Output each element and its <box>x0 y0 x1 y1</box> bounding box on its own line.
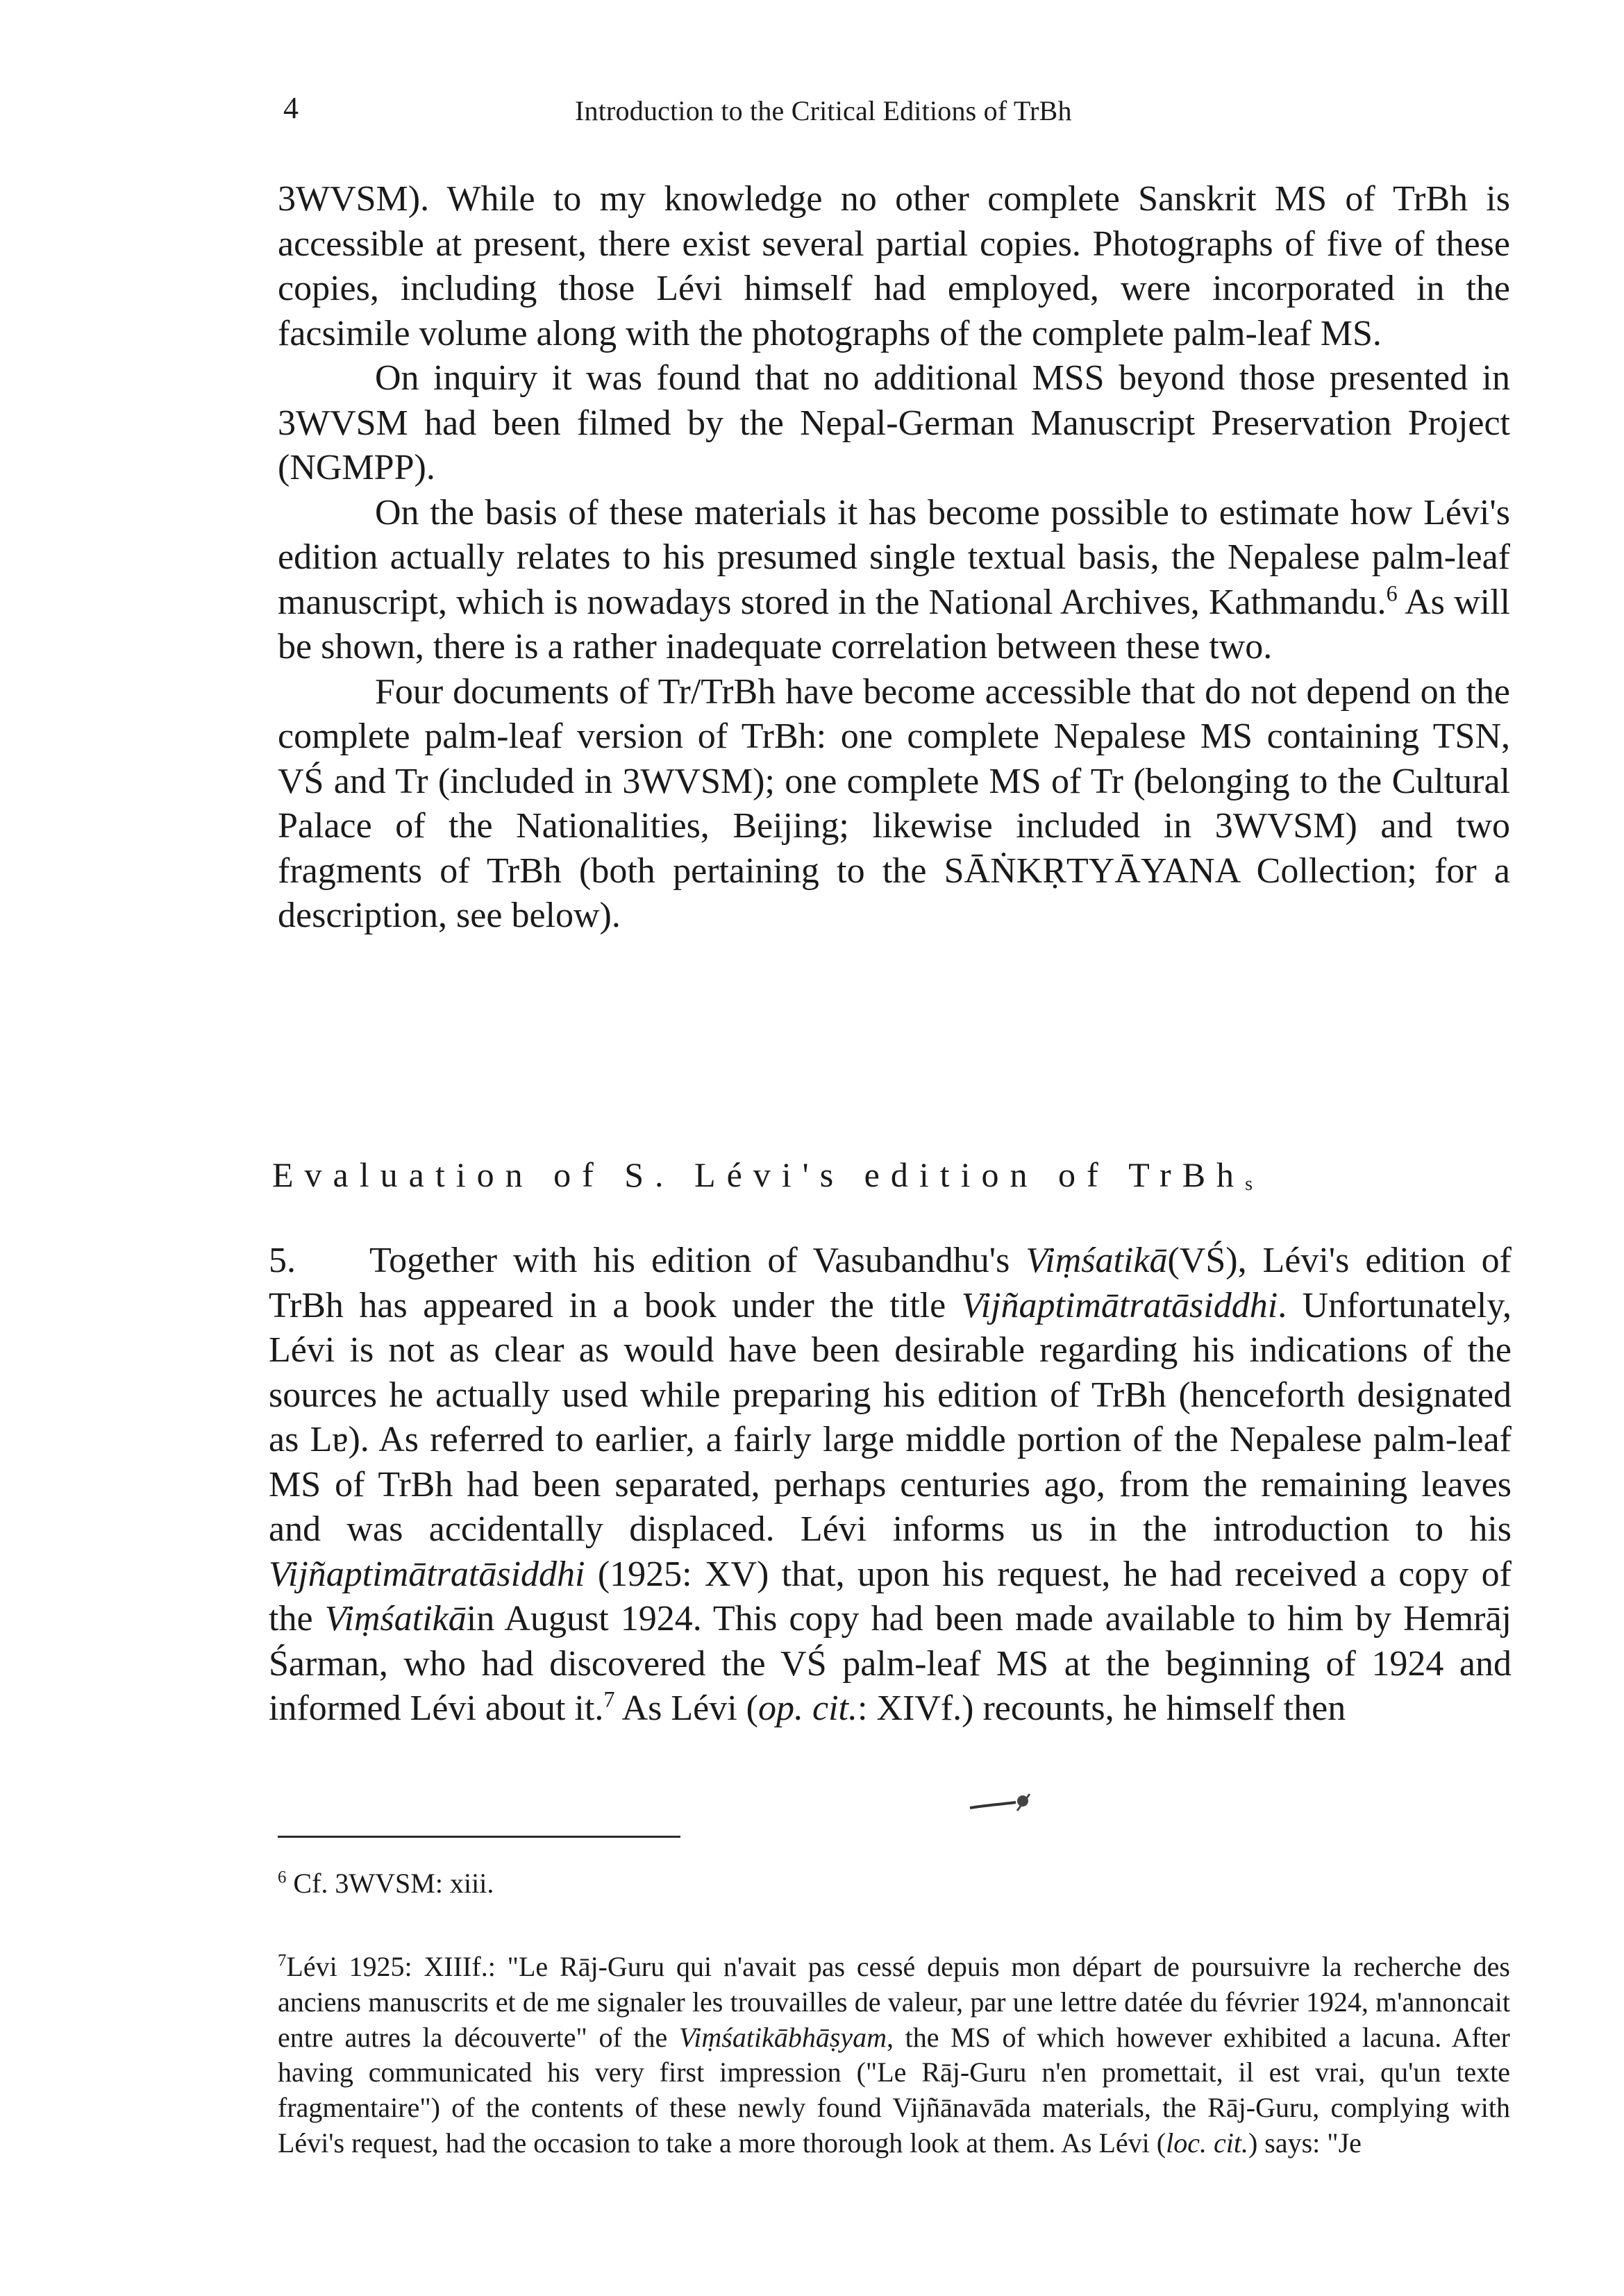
page-number: 4 <box>283 91 299 125</box>
paragraph-4: Four documents of Tr/TrBh have become accessible that do not depend on the complete palm-leaf version of TrBh: one complete Nepalese MS containing TSN, VŚ and Tr (included in 3WVSM); one complete MS of Tr (belonging to the Cultural Palace of the Nationalities, Beijing; likewise included in 3WVSM) and two fragments of TrBh (both pertaining to the SĀṄKṚTYĀYANA Collection; for a description, see below). <box>278 671 1510 935</box>
paragraph-3 <box>278 491 1510 670</box>
paragraph-5-text-4: ). As referred to earlier, a fairly large middle portion of the Nepalese palm-leaf MS of TrBh had been separated, perhaps centuries ago, from the remaining leaves and was accidentally displaced. Lévi informs us in the introduction to his <box>269 1420 1512 1549</box>
footnote-7-title: Viṃśatikābhāṣyam <box>678 2021 887 2053</box>
paragraph-3-text-a: On the basis of these materials it has become possible to estimate how Lévi's edition actually relates to his presumed single textual basis, the Nepalese palm-leaf manuscript, which is nowadays stored in the National Archives, Kathmandu. <box>278 492 1510 622</box>
print-mark <box>969 1791 1041 1815</box>
paragraph-5-text-6: in August 1924. This copy had been made available to him by Hemrāj Śarman, who had discovered the VŚ palm-leaf MS at the beginning of 1924 and informed Lévi about it. <box>269 1599 1512 1728</box>
paragraph-2: On inquiry it was found that no additional MSS beyond those presented in 3WVSM had been filmed by the Nepal-German Manuscript Preservation Project (NGMPP). <box>278 358 1510 487</box>
section-body <box>269 1239 1512 1732</box>
paragraph-1: 3WVSM). While to my knowledge no other complete Sanskrit MS of TrBh is accessible at present, there exist several partial copies. Photographs of five of these copies, including those Lévi himself had employed, were incorporated in the facsimile volume along with the photographs of the complete palm-leaf MS. <box>278 179 1510 353</box>
paragraph-3-text-b: As will be shown, there is a rather inadequate correlation between these two. <box>278 582 1510 667</box>
paragraph-number: 5. <box>269 1241 296 1280</box>
footnote-6-number: 6 <box>278 1868 287 1887</box>
section-heading-subscript: s <box>1245 1173 1253 1195</box>
paragraph-5-text-7: As Lévi ( <box>614 1689 758 1728</box>
body-text <box>278 177 1510 939</box>
footnote-7-loc-cit: loc. cit. <box>1166 2127 1248 2159</box>
footnote-ref-6: 6 <box>1386 580 1398 606</box>
paragraph-5 <box>269 1239 1512 1732</box>
paragraph-5-text-2: (VŚ), Lévi's edition of TrBh has appeared in a book under the title <box>269 1241 1512 1325</box>
footnote-ref-7: 7 <box>603 1686 615 1712</box>
footnote-6-text <box>278 1866 1510 1902</box>
footnote-rule <box>278 1836 680 1838</box>
title-vimsatika-2: Viṃśatikā <box>324 1599 467 1639</box>
section-heading <box>272 1148 1253 1211</box>
op-cit: op. cit. <box>757 1689 857 1728</box>
paragraph-5-text-1: Together with his edition of Vasubandhu's <box>369 1241 1026 1280</box>
footnote-6 <box>278 1866 1510 1902</box>
running-title: Introduction to the Critical Editions of TrBh <box>575 95 1072 126</box>
paragraph-5-text-5: (1925: XV) that, upon his request, he had received a copy of the <box>269 1554 1512 1639</box>
footnote-7-body-2: , the MS of which however exhibited a lacuna. After having communicated his very first impression ("Le Rāj-Guru n'en promettait, il est vrai, qu'un texte fragmentaire") of the contents of these newly found Vijñānavāda materials, the Rāj-Guru, complying with Lévi's request, had the occasion to take a more thorough look at them. As Lévi ( <box>278 2021 1510 2159</box>
footnote-7 <box>278 1950 1510 2161</box>
page-header <box>283 83 1283 139</box>
title-vijnaptimatratasiddhi: Vijñaptimātratāsiddhi <box>961 1285 1278 1325</box>
footnote-6-body: Cf. 3WVSM: xiii. <box>286 1868 494 1899</box>
section-heading-text: Evaluation of S. Lévi's edition of TrBh <box>272 1155 1246 1194</box>
paragraph-5-text-3: . Unfortunately, Lévi is not as clear as would have been desirable regarding his indications of the sources he actually used while preparing his edition of TrBh (henceforth designated as L <box>269 1285 1512 1459</box>
footnote-7-number: 7 <box>278 1951 287 1970</box>
paragraph-5-text-8: : XIVf.) recounts, he himself then <box>857 1689 1346 1728</box>
footnote-7-body-3: ) says: "Je <box>1248 2127 1362 2159</box>
footnote-7-text <box>278 1950 1510 2161</box>
title-vijnaptimatratasiddhi-2: Vijñaptimātratāsiddhi <box>269 1554 585 1594</box>
footnote-7-body-1: Lévi 1925: XIIIf.: "Le Rāj-Guru qui n'avait pas cessé depuis mon départ de poursuivre la recherche des anciens manuscrits et de me signaler les trouvailles de valeur, par une lettre datée du février 1924, m'annoncait entre autres la découverte" of the <box>278 1951 1510 2053</box>
edition-symbol: ɐ <box>332 1420 349 1459</box>
title-vimsatika: Viṃśatikā <box>1026 1241 1168 1280</box>
